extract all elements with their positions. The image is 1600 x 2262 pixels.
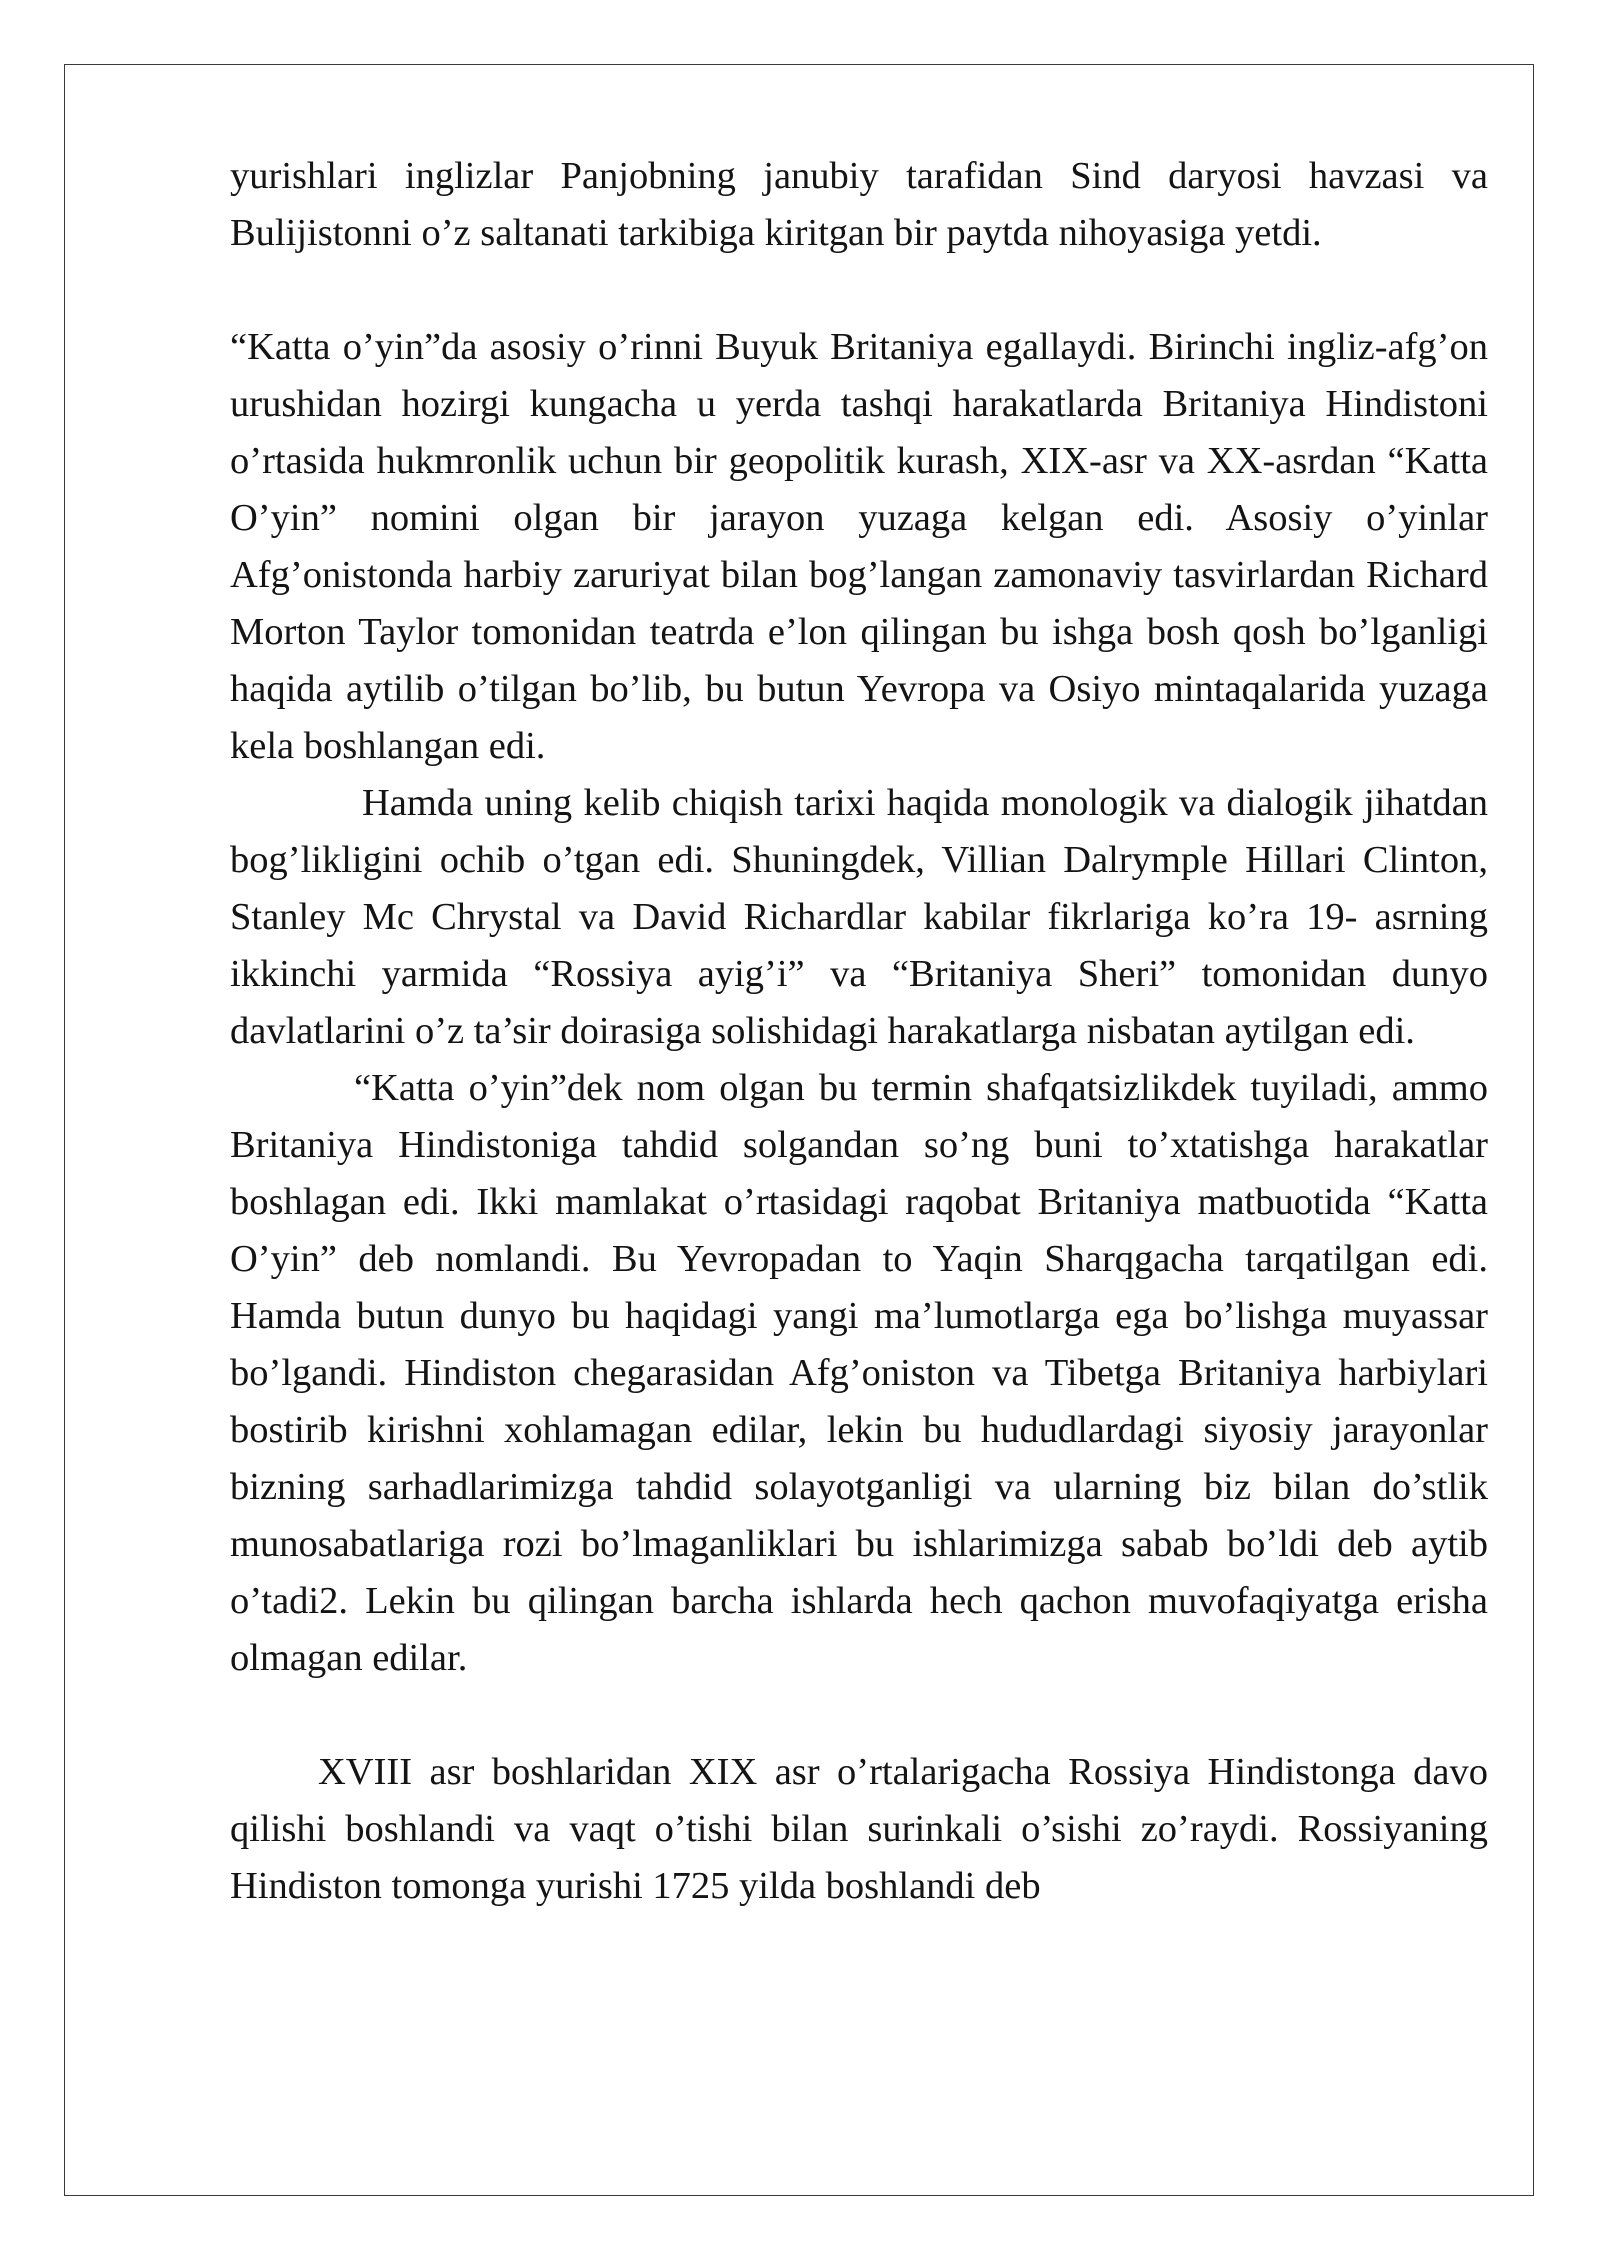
paragraph-2: “Katta o’yin”da asosiy o’rinni Buyuk Britaniya egallaydi. Birinchi ingliz-afg’on urushidan hozirgi kungacha u yerda tashqi harakatlarda Britaniya Hindistoni o’rtasida hukmronlik uchun bir geopolitik kurash, XIX-asr va XX-asrdan “Katta O’yin” nomini olgan bir jarayon yuzaga kelgan edi. Asosiy o’yinlar Afg’onistonda harbiy zaruriyat bilan bog’langan zamonaviy tasvirlardan Richard Morton Taylor tomonidan teatrda e’lon qilingan bu ishga bosh qosh bo’lganligi haqida aytilib o’tilgan bo’lib, bu butun Yevropa va Osiyo mintaqalarida yuzaga kela boshlangan edi.: [230, 326, 1488, 767]
paragraph-5: XVIII asr boshlaridan XIX asr o’rtalarigacha Rossiya Hindistonga davo qilishi boshlandi va vaqt o’tishi bilan surinkali o’sishi zo’raydi. Rossiyaning Hindiston tomonga yurishi 1725 yilda boshlandi deb: [230, 1751, 1488, 1907]
paragraph-3: Hamda uning kelib chiqish tarixi haqida monologik va dialogik jihatdan bog’likligini ochib o’tgan edi. Shuningdek, Villian Dalrymple Hillari Clinton, Stanley Mc Chrystal va David Richardlar kabilar fikrlariga ko’ra 19- asrning ikkinchi yarmida “Rossiya ayig’i” va “Britaniya Sheri” tomonidan dunyo davlatlarini o’z ta’sir doirasiga solishidagi harakatlarga nisbatan aytilgan edi.: [230, 782, 1488, 1052]
paragraph-spacer: [230, 1687, 1488, 1744]
paragraph-1: yurishlari inglizlar Panjobning janubiy tarafidan Sind daryosi havzasi va Bulijistonni o’z saltanati tarkibiga kiritgan bir paytda nihoyasiga yetdi.: [230, 155, 1488, 254]
paragraph-4: “Katta o’yin”dek nom olgan bu termin shafqatsizlikdek tuyiladi, ammo Britaniya Hindistoniga tahdid solgandan so’ng buni to’xtatishga harakatlar boshlagan edi. Ikki mamlakat o’rtasidagi raqobat Britaniya matbuotida “Katta O’yin” deb nomlandi. Bu Yevropadan to Yaqin Sharqgacha tarqatilgan edi. Hamda butun dunyo bu haqidagi yangi ma’lumotlarga ega bo’lishga muyassar bo’lgandi. Hindiston chegarasidan Afg’oniston va Tibetga Britaniya harbiylari bostirib kirishni xohlamagan edilar, lekin bu hududlardagi siyosiy jarayonlar bizning sarhadlarimizga tahdid solayotganligi va ularning biz bilan do’stlik munosabatlariga rozi bo’lmaganliklari bu ishlarimizga sabab bo’ldi deb aytib o’tadi2. Lekin bu qilingan barcha ishlarda hech qachon muvofaqiyatga erisha olmagan edilar.: [230, 1067, 1488, 1679]
paragraph-spacer: [230, 262, 1488, 319]
document-body: [230, 148, 1488, 1915]
